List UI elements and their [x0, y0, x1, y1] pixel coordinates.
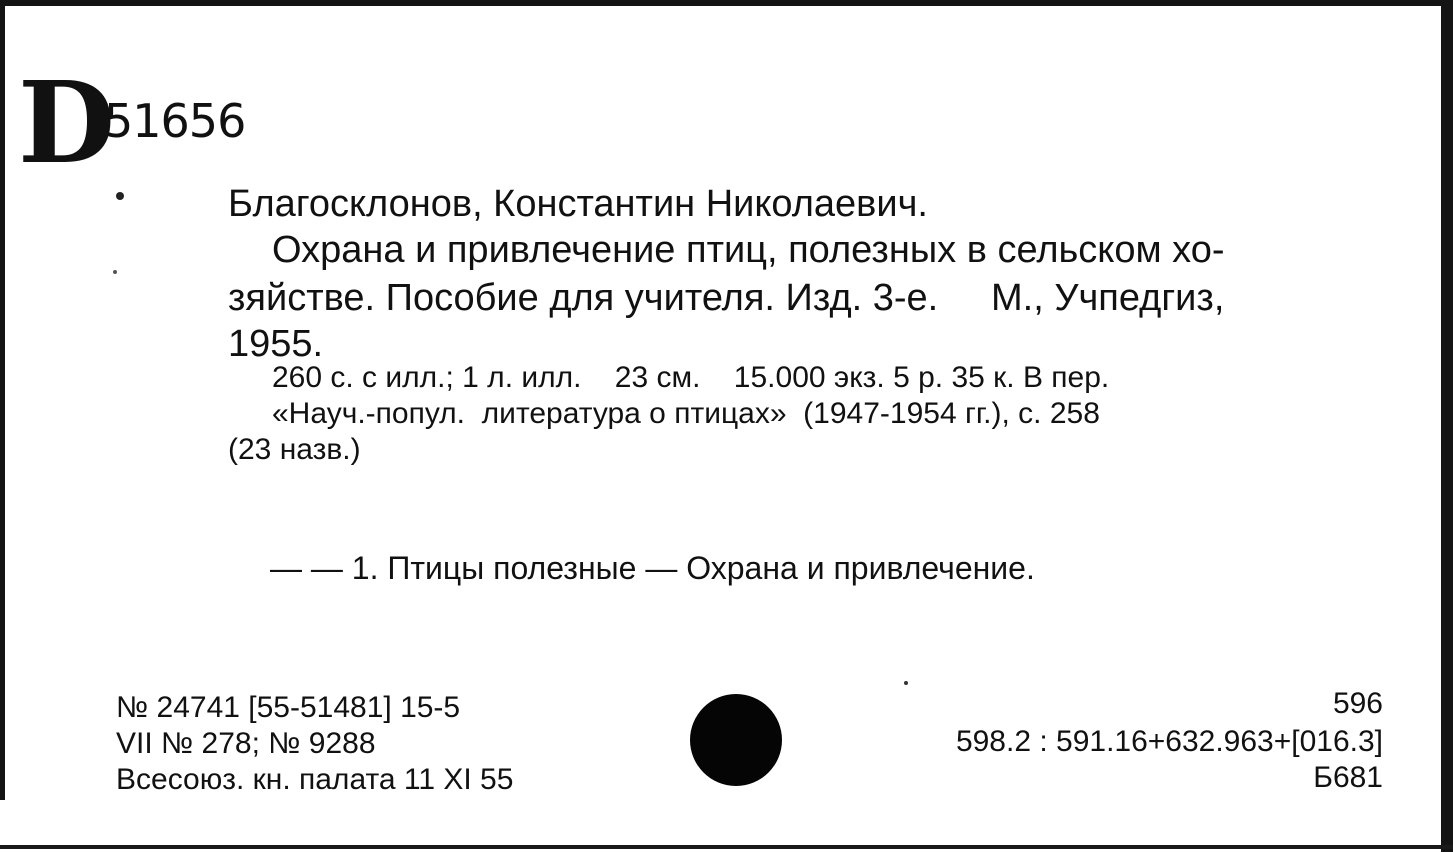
card-border-right	[1441, 0, 1453, 852]
classification-line: 596	[1332, 687, 1383, 720]
title-line: 1955.	[228, 323, 324, 365]
author-heading: Благосклонов, Константин Николаевич.	[228, 183, 928, 225]
classification-line: Б681	[1313, 761, 1383, 794]
shelf-mark-number: 51656	[104, 94, 246, 148]
description-line: (23 назв.)	[228, 433, 361, 466]
punch-hole	[690, 694, 782, 786]
shelf-mark-letter: D	[18, 58, 114, 189]
description-line: «Науч.-попул. литература о птицах» (1947-1954 гг.), с. 258	[272, 397, 1100, 430]
title-line: зяйстве. Пособие для учителя. Изд. 3-е. М., Учпедгиз,	[228, 277, 1225, 319]
classification-line: 598.2 : 591.16+632.963+[016.3]	[955, 725, 1383, 758]
print-speck	[904, 681, 908, 685]
card-border-bottom	[0, 845, 1453, 849]
subject-heading: — — 1. Птицы полезные — Охрана и привлечение.	[270, 550, 1035, 586]
card-border-top	[0, 0, 1453, 6]
registration-line: VII № 278; № 9288	[116, 727, 376, 760]
card-border-left	[0, 0, 5, 800]
registration-line: № 24741 [55-51481] 15-5	[116, 691, 461, 724]
bullet-dot	[116, 192, 124, 200]
title-line: Охрана и привлечение птиц, полезных в сельском хо-	[272, 229, 1225, 271]
registration-line: Всесоюз. кн. палата 11 XI 55	[116, 763, 514, 796]
description-line: 260 с. с илл.; 1 л. илл. 23 см. 15.000 экз. 5 р. 35 к. В пер.	[272, 361, 1110, 394]
print-speck	[113, 270, 117, 274]
